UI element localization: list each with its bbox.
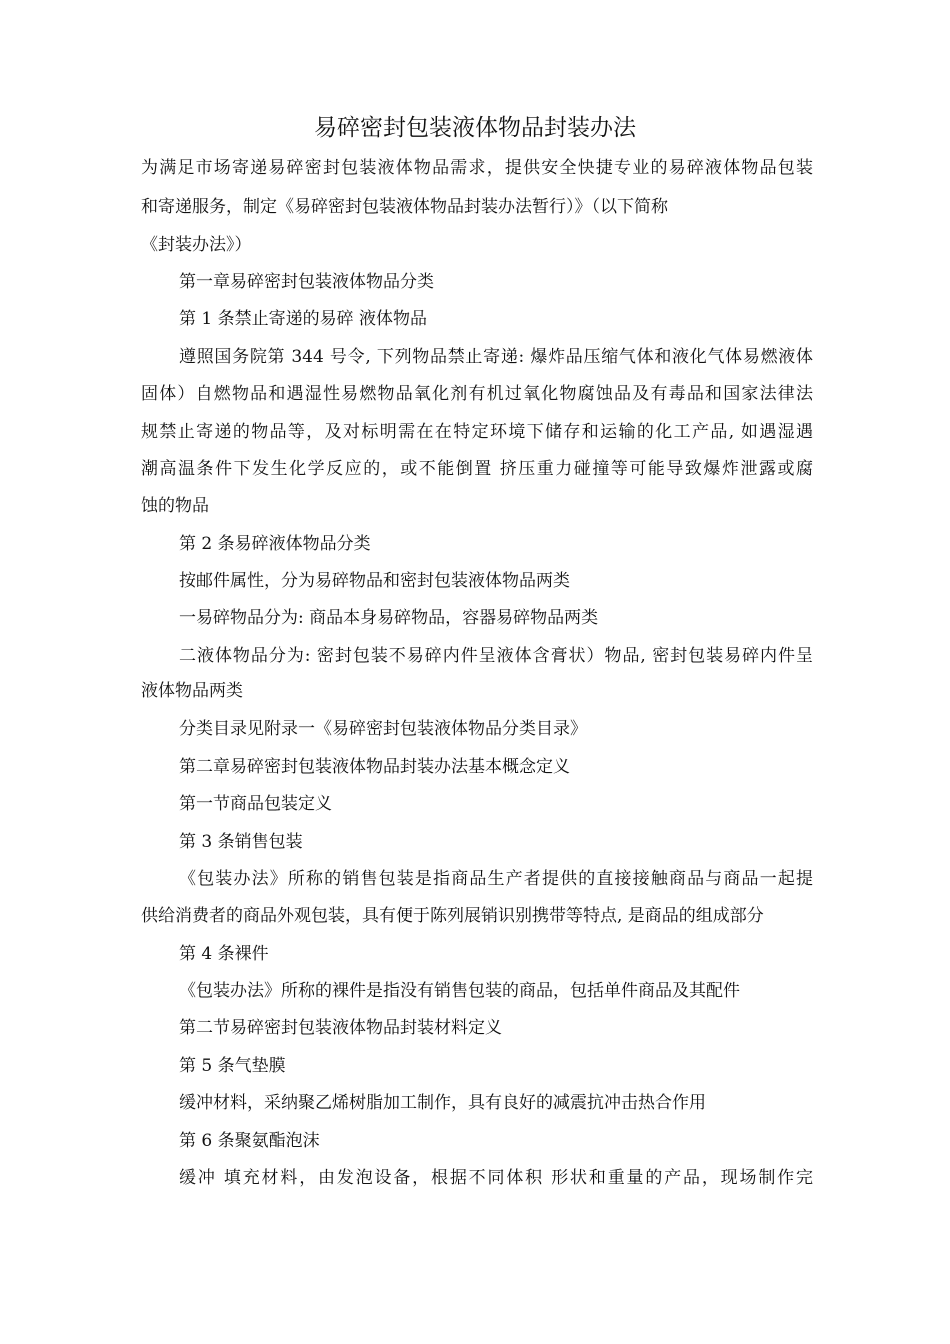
article-heading: 第 1 条禁止寄递的易碎 液体物品	[179, 309, 428, 329]
paragraph-line: 潮高温条件下发生化学反应的，或不能倒置 挤压重力碰撞等可能导致爆炸泄露或腐	[141, 459, 813, 479]
chapter-heading: 第二章易碎密封包装液体物品封装办法基本概念定义	[179, 757, 570, 777]
paragraph-line: 缓冲材料，采纳聚乙烯树脂加工制作，具有良好的减震抗冲击热合作用	[179, 1093, 706, 1113]
paragraph-line: 固体）自燃物品和遇湿性易燃物品氧化剂有机过氧化物腐蚀品及有毒品和国家法律法	[141, 384, 813, 404]
paragraph-line: 供给消费者的商品外观包装，具有便于陈列展销识别携带等特点, 是商品的组成部分	[141, 906, 764, 926]
article-heading: 第 4 条裸件	[179, 944, 269, 964]
paragraph-line: 分类目录见附录一《易碎密封包装液体物品分类目录》	[179, 719, 587, 739]
paragraph-line: 二液体物品分为: 密封包装不易碎内件呈液体含膏状）物品, 密封包装易碎内件呈	[179, 646, 813, 666]
paragraph-line: 蚀的物品	[141, 496, 209, 516]
article-heading: 第 6 条聚氨酯泡沫	[179, 1131, 320, 1151]
paragraph-line: 规禁止寄递的物品等，及对标明需在在特定环境下储存和运输的化工产品, 如遇湿遇	[141, 422, 813, 442]
paragraph-line: 缓冲 填充材料，由发泡设备，根据不同体积 形状和重量的产品，现场制作完	[179, 1168, 813, 1188]
paragraph-line: 液体物品两类	[141, 681, 243, 701]
chapter-heading: 第一章易碎密封包装液体物品分类	[179, 272, 434, 292]
section-heading: 第一节商品包装定义	[179, 794, 332, 814]
section-heading: 第二节易碎密封包装液体物品封装材料定义	[179, 1018, 502, 1038]
paragraph-line: 《封装办法》）	[141, 235, 252, 255]
paragraph-line: 和寄递服务，制定《易碎密封包装液体物品封装办法暂行）》（以下简称	[141, 197, 668, 217]
article-heading: 第 5 条气垫膜	[179, 1056, 286, 1076]
article-heading: 第 2 条易碎液体物品分类	[179, 534, 371, 554]
paragraph-line: 《包装办法》所称的销售包装是指商品生产者提供的直接接触商品与商品一起提	[179, 869, 813, 889]
article-heading: 第 3 条销售包装	[179, 832, 303, 852]
paragraph-line: 《包装办法》所称的裸件是指没有销售包装的商品，包括单件商品及其配件	[179, 981, 740, 1001]
paragraph-line: 为满足市场寄递易碎密封包装液体物品需求，提供安全快捷专业的易碎液体物品包装	[141, 158, 813, 178]
paragraph-line: 按邮件属性，分为易碎物品和密封包装液体物品两类	[179, 571, 570, 591]
document-title: 易碎密封包装液体物品封装办法	[314, 115, 636, 141]
paragraph-line: 一易碎物品分为: 商品本身易碎物品，容器易碎物品两类	[179, 608, 599, 628]
paragraph-line: 遵照国务院第 344 号令, 下列物品禁止寄递: 爆炸品压缩气体和液化气体易燃液体	[179, 347, 813, 367]
